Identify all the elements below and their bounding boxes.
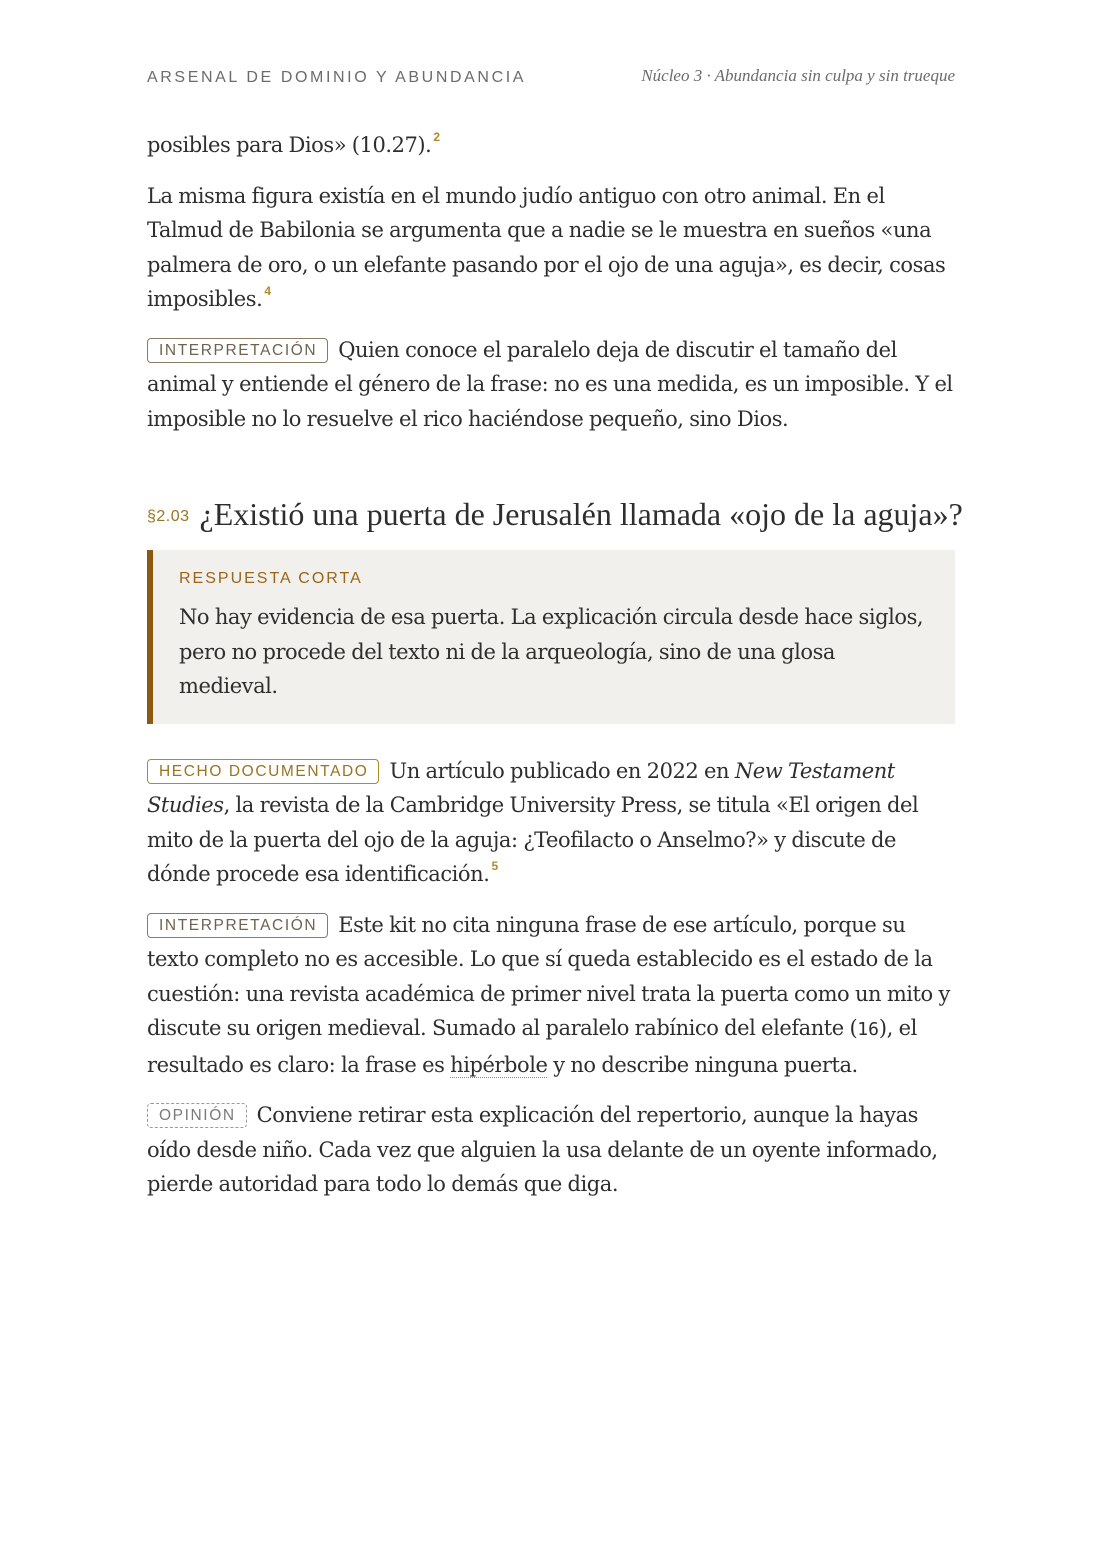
paragraph — [147, 908, 955, 1083]
paragraph — [147, 333, 955, 437]
page-body — [147, 128, 963, 1218]
footnote-marker[interactable]: 4 — [264, 284, 271, 298]
footnote-marker[interactable]: 2 — [433, 130, 440, 144]
paragraph-text: y no describe ninguna puerta. — [547, 1052, 858, 1077]
paragraph-text: Quien conoce el paralelo deja de discutir el tamaño del animal y entiende el género de la frase: no es una medida, es un imposible. Y el imposible no lo resuelve el rico haciéndose pequeño, sino Dios. — [147, 337, 953, 431]
documented-fact-tag: HECHO DOCUMENTADO — [147, 759, 379, 784]
opinion-tag: OPINIÓN — [147, 1103, 247, 1128]
paragraph — [147, 179, 955, 317]
paragraph — [147, 1098, 955, 1202]
paragraph-text: , la revista de la Cambridge University Press, se titula «El origen del mito de la puerta del ojo de la aguja: ¿Teofilacto o Anselmo?» y discute de dónde procede esa identificación. — [147, 793, 919, 886]
book-title: ARSENAL DE DOMINIO Y ABUNDANCIA — [147, 69, 527, 86]
short-answer-label: RESPUESTA CORTA — [179, 570, 363, 587]
chapter-title: Núcleo 3 · Abundancia sin culpa y sin trueque — [641, 66, 955, 85]
footnote-marker[interactable]: 5 — [491, 859, 498, 873]
section-title: ¿Existió una puerta de Jerusalén llamada «ojo de la aguja»? — [199, 496, 963, 532]
paragraph-text: La misma figura existía en el mundo judío antiguo con otro animal. En el Talmud de Babilonia se argumenta que a nadie se le muestra en sueños «una palmera de oro, o un elefante pasando por el ojo de una aguja», es decir, cosas imposibles. — [147, 183, 946, 311]
running-head — [147, 66, 955, 90]
interpretation-tag: INTERPRETACIÓN — [147, 913, 328, 938]
paragraph — [147, 754, 955, 892]
paragraph-text: Conviene retirar esta explicación del repertorio, aunque la hayas oído desde niño. Cada vez que alguien la usa delante de un oyente informado, pierde autoridad para todo lo demás que diga. — [147, 1103, 938, 1196]
cross-reference[interactable]: 16 — [857, 1019, 879, 1040]
section-heading — [147, 496, 963, 536]
short-answer-text: No hay evidencia de esa puerta. La explicación circula desde hace siglos, pero no procede del texto ni de la arqueología, sino de una glosa medieval. — [179, 605, 924, 698]
section-number: §2.03 — [147, 508, 190, 525]
interpretation-tag: INTERPRETACIÓN — [147, 338, 328, 363]
paragraph — [147, 128, 955, 163]
paragraph-text: ), el resultado es claro: la frase es — [147, 1016, 917, 1077]
short-answer-box — [147, 550, 955, 724]
paragraph-text: Este kit no cita ninguna frase de ese artículo, porque su texto completo no es accesible. Lo que sí queda establecido es el estado de la cuestión: una revista académica de primer nivel trata la puerta como un mito y discute su origen medieval. Sumado al paralelo rabínico del elefante ( — [147, 912, 950, 1040]
paragraph-text: Un artículo publicado en 2022 en — [389, 758, 735, 783]
glossary-term[interactable]: hipérbole — [450, 1052, 548, 1077]
journal-name: New Testament Studies — [147, 758, 895, 817]
paragraph-text: posibles para Dios» (10.27). — [147, 133, 432, 157]
